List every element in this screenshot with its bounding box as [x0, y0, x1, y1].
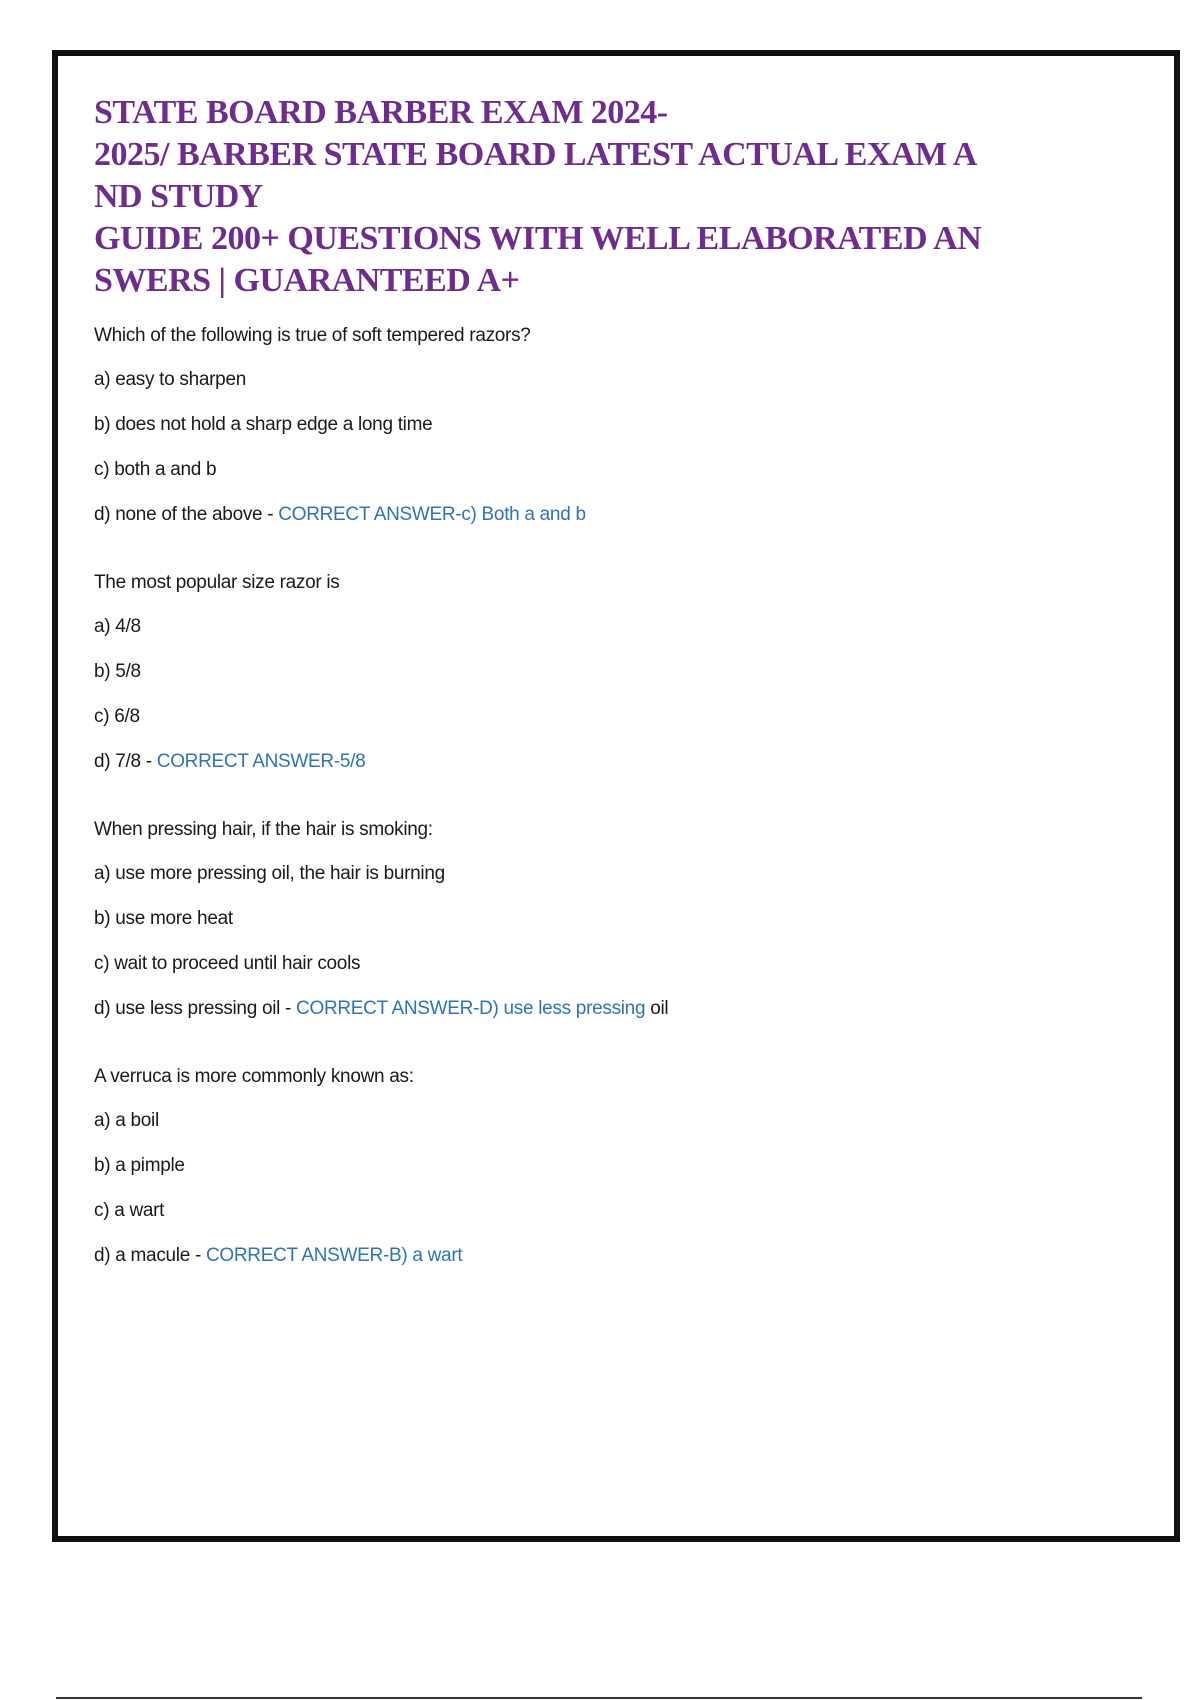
option-a: a) easy to sharpen: [94, 369, 246, 390]
option-d-with-answer: [94, 1244, 1054, 1268]
option-b: b) use more heat: [94, 908, 233, 929]
option-d-with-answer: [94, 503, 1054, 527]
question-text: Which of the following is true of soft tempered razors?: [94, 325, 531, 346]
question-block-2: [94, 571, 1054, 774]
title-line: SWERS | GUARANTEED A+: [94, 262, 520, 299]
correct-answer: CORRECT ANSWER-c) Both a and b: [278, 504, 586, 525]
title-line: 2025/ BARBER STATE BOARD LATEST ACTUAL EXAM A: [94, 136, 977, 173]
correct-answer: CORRECT ANSWER-B) a wart: [205, 1245, 463, 1266]
question-text: When pressing hair, if the hair is smoking:: [94, 819, 433, 840]
question-block-1: [94, 324, 1054, 527]
option-c: c) both a and b: [94, 459, 217, 480]
option-d-with-answer: [94, 750, 1054, 774]
document-content: [94, 92, 1054, 1312]
bottom-divider: [56, 1697, 1142, 1699]
title-line: STATE BOARD BARBER EXAM 2024-: [94, 94, 668, 131]
title-line: ND STUDY: [94, 178, 263, 215]
question-text: A verruca is more commonly known as:: [94, 1066, 414, 1087]
title-line: GUIDE 200+ QUESTIONS WITH WELL ELABORATED AN: [94, 220, 982, 257]
option-d: d) none of the above -: [94, 504, 279, 525]
option-d-with-answer: [94, 997, 1054, 1021]
option-d: d) a macule -: [94, 1245, 206, 1266]
correct-answer: CORRECT ANSWER-5/8: [156, 751, 366, 772]
option-a: a) use more pressing oil, the hair is burning: [94, 863, 445, 884]
question-text: The most popular size razor is: [94, 572, 340, 593]
option-a: a) a boil: [94, 1110, 159, 1131]
option-c: c) 6/8: [94, 706, 140, 727]
option-b: b) does not hold a sharp edge a long time: [94, 414, 433, 435]
option-c: c) a wart: [94, 1200, 165, 1221]
question-block-3: [94, 818, 1054, 1021]
document-title: [94, 92, 1054, 302]
correct-answer: CORRECT ANSWER-D) use less pressing: [296, 998, 646, 1019]
option-b: b) a pimple: [94, 1155, 185, 1176]
option-b: b) 5/8: [94, 661, 141, 682]
answer-tail: oil: [645, 998, 669, 1019]
option-d: d) 7/8 -: [94, 751, 157, 772]
option-a: a) 4/8: [94, 616, 141, 637]
option-d: d) use less pressing oil -: [94, 998, 297, 1019]
option-c: c) wait to proceed until hair cools: [94, 953, 361, 974]
question-block-4: [94, 1065, 1054, 1268]
